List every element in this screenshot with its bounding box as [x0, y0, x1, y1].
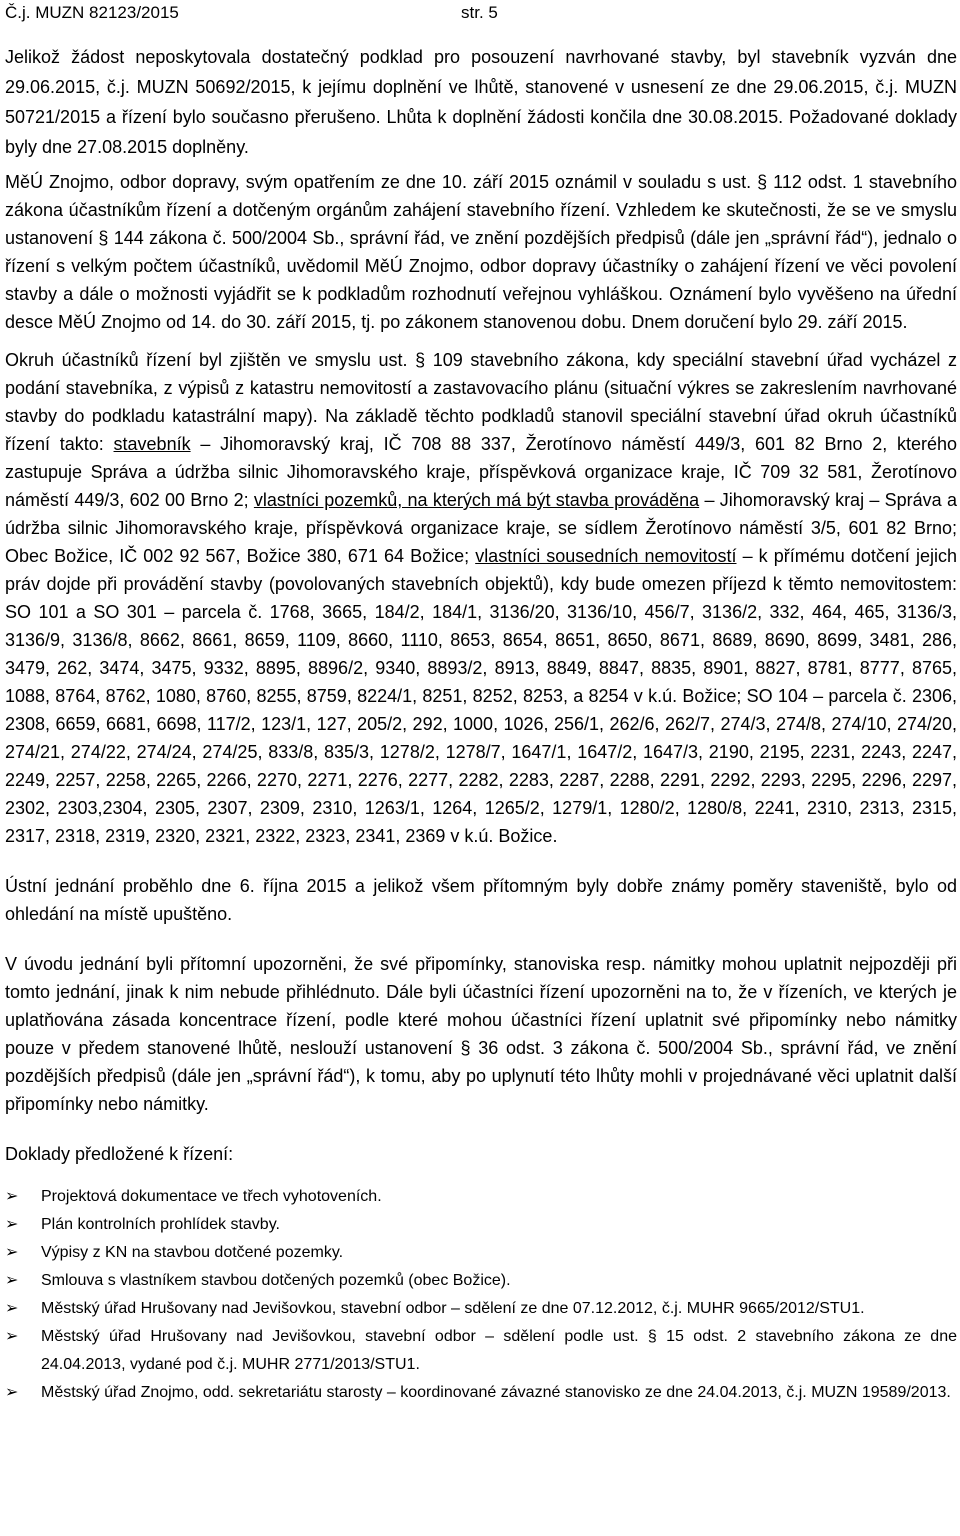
- paragraph-request-supplement: Jelikož žádost neposkytovala dostatečný podklad pro posouzení navrhované stavby, byl stavebník vyzván dne 29.06.2015, č.j. MUZN 50692/2015, k jejímu doplnění ve lhůtě, stanovené v usnesení ze dne 29.06.2015, č.j. MUZN 50721/2015 a řízení bylo současno přerušeno. Lhůta k doplnění žádosti končila dne 30.08.2015. Požadované doklady byly dne 27.08.2015 doplněny.: [5, 47, 957, 157]
- list-item: [5, 1183, 957, 1211]
- arrow-bullet-icon: ➢: [5, 1244, 19, 1261]
- list-item-text: Městský úřad Hrušovany nad Jevišovkou, stavební odbor – sdělení podle ust. § 15 odst. 2 stavebního zákona ze dne 24.04.2013, vydané pod č.j. MUHR 2771/2013/STU1.: [41, 1328, 957, 1373]
- participants-text-c: – Jihomoravský kraj – Správa a údržba silnic Jihomoravského kraje, příspěvková organizace kraje, se sídlem Žerotínovo náměstí 3/5, 601 82 Brno; Obec Božice, IČ 002 92 567, Božice 380, 671 64 Božice;: [5, 490, 957, 566]
- document-reference: Č.j. MUZN 82123/2015: [5, 3, 179, 22]
- list-item: [5, 1295, 957, 1323]
- paragraph-hearing-intro: V úvodu jednání byli přítomní upozorněni, že své připomínky, stanoviska resp. námitky mohou uplatnit nejpozději při tomto jednání, jinak k nim nebude přihlédnuto. Dále byli účastníci řízení upozorněni na to, že v řízeních, ve kterých je uplatňována zásada koncentrace řízení, podle které mohou účastníci řízení uplatnit své připomínky nebo námitky pouze v předem stanovené lhůtě, neslouží ustanovení § 36 odst. 3 zákona č. 500/2004 Sb., správní řád, ve znění pozdějších předpisů (dále jen „správní řád“), k tomu, aby po uplynutí této lhůty mohli v projednávané věci uplatnit další připomínky nebo námitky.: [5, 954, 957, 1114]
- arrow-bullet-icon: ➢: [5, 1300, 19, 1317]
- list-item: [5, 1239, 957, 1267]
- arrow-bullet-icon: ➢: [5, 1384, 19, 1401]
- list-item: [5, 1379, 957, 1407]
- arrow-bullet-icon: ➢: [5, 1328, 19, 1345]
- list-item-text: Výpisy z KN na stavbou dotčené pozemky.: [41, 1244, 344, 1261]
- arrow-bullet-icon: ➢: [5, 1272, 19, 1289]
- list-item-text: Plán kontrolních prohlídek stavby.: [41, 1216, 280, 1233]
- page-header: [5, 2, 957, 42]
- arrow-bullet-icon: ➢: [5, 1216, 19, 1233]
- list-item-text: Městský úřad Znojmo, odd. sekretariátu starosty – koordinované závazné stanovisko ze dne 24.04.2013, č.j. MUZN 19589/2013.: [41, 1384, 951, 1401]
- page-number: str. 5: [461, 3, 498, 22]
- participants-text-b: – Jihomoravský kraj, IČ 708 88 337, Žerotínovo náměstí 449/3, 601 82 Brno 2, kterého zastupuje Správa a údržba silnic Jihomoravského kraje, příspěvková organizace kraje, IČ 709 32 581, Žerotínovo náměstí 449/3, 602 00 Brno 2;: [5, 434, 958, 510]
- list-item-text: Městský úřad Hrušovany nad Jevišovkou, stavební odbor – sdělení ze dne 07.12.2012, č.j. MUHR 9665/2012/STU1.: [41, 1300, 865, 1317]
- list-item-text: Projektová dokumentace ve třech vyhotoveních.: [41, 1188, 382, 1205]
- participants-label-builder: stavebník: [113, 434, 191, 454]
- list-item: [5, 1267, 957, 1295]
- documents-heading: Doklady předložené k řízení:: [5, 1144, 234, 1164]
- participants-label-neighbours: vlastníci sousedních nemovitostí: [475, 546, 737, 566]
- paragraph-participants: [5, 346, 957, 850]
- documents-list: [5, 1183, 957, 1407]
- paragraph-oral-hearing: Ústní jednání proběhlo dne 6. října 2015 a jelikož všem přítomným byly dobře známy poměry staveniště, bylo od ohledání na místě upuštěno.: [5, 876, 957, 924]
- arrow-bullet-icon: ➢: [5, 1188, 19, 1205]
- participants-text-d: – k přímému dotčení jejich práv dojde při provádění stavby (povolovaných stavebních objektů), kdy bude omezen příjezd k těmto nemovitostem: SO 101 a SO 301 – parcela č. 1768, 3665, 184/2, 184/1, 3136/20, 3136/10, 456/7, 3136/2, 332, 464, 465, 3136/3, 3136/9, 3136/8, 8662, 8661, 8659, 1109, 8660, 1110, 8653, 8654, 8651, 8650, 8671, 8689, 8690, 8699, 3481, 286, 3479, 262, 3474, 3475, 9332, 8895, 8896/2, 9340, 8893/2, 8913, 8849, 8847, 8835, 8901, 8827, 8781, 8777, 8765, 1088, 8764, 8762, 1080, 8760, 8255, 8759, 8224/1, 8251, 8252, 8253, a 8254 v k.ú. Božice; SO 104 – parcela č. 2306, 2308, 6659, 6681, 6698, 117/2, 123/1, 127, 205/2, 292, 1000, 1026, 256/1, 262/6, 262/7, 274/3, 274/8, 274/10, 274/20, 274/21, 274/22, 274/24, 274/25, 833/8, 835/3, 1278/2, 1278/7, 1647/1, 1647/2, 1647/3, 2190, 2195, 2231, 2243, 2247, 2249, 2257, 2258, 2265, 2266, 2270, 2271, 2276, 2277, 2282, 2283, 2287, 2288, 2291, 2292, 2293, 2295, 2296, 2297, 2302, 2303,2304, 2305, 2307, 2309, 2310, 1263/1, 1264, 1265/2, 1279/1, 1280/2, 1280/8, 2241, 2310, 2313, 2315, 2317, 2318, 2319, 2320, 2321, 2322, 2323, 2341, 2369 v k.ú. Božice.: [5, 546, 957, 846]
- participants-label-land-owners: vlastníci pozemků, na kterých má být stavba prováděna: [253, 490, 700, 510]
- paragraph-notification: MěÚ Znojmo, odbor dopravy, svým opatřením ze dne 10. září 2015 oznámil v souladu s ust. § 112 odst. 1 stavebního zákona účastníkům řízení a dotčeným orgánům zahájení stavebního řízení. Vzhledem ke skutečnosti, že se ve smyslu ustanovení § 144 zákona č. 500/2004 Sb., správní řád, ve znění pozdějších předpisů (dále jen „správní řád“), jednalo o řízení s velkým počtem účastníků, uvědomil MěÚ Znojmo, odbor dopravy účastníky o zahájení řízení ve věci povolení stavby a dále o možnosti vyjádřit se k podkladům rozhodnutí veřejnou vyhláškou. Oznámení bylo vyvěšeno na úřední desce MěÚ Znojmo od 14. do 30. září 2015, tj. po zákonem stanovenou dobu. Dnem doručení bylo 29. září 2015.: [5, 172, 957, 332]
- participants-text-a: Okruh účastníků řízení byl zjištěn ve smyslu ust. § 109 stavebního zákona, kdy speciální stavební úřad vycházel z podání stavebníka, z výpisů z katastru nemovitostí a zastavovacího plánu (situační výkres se zakreslením navrhované stavby do podkladu katastrální mapy). Na základě těchto podkladů stanovil speciální stavební úřad okruh účastníků řízení takto:: [5, 350, 957, 454]
- list-item: [5, 1323, 957, 1379]
- list-item: [5, 1211, 957, 1239]
- list-item-text: Smlouva s vlastníkem stavbou dotčených pozemků (obec Božice).: [41, 1272, 511, 1289]
